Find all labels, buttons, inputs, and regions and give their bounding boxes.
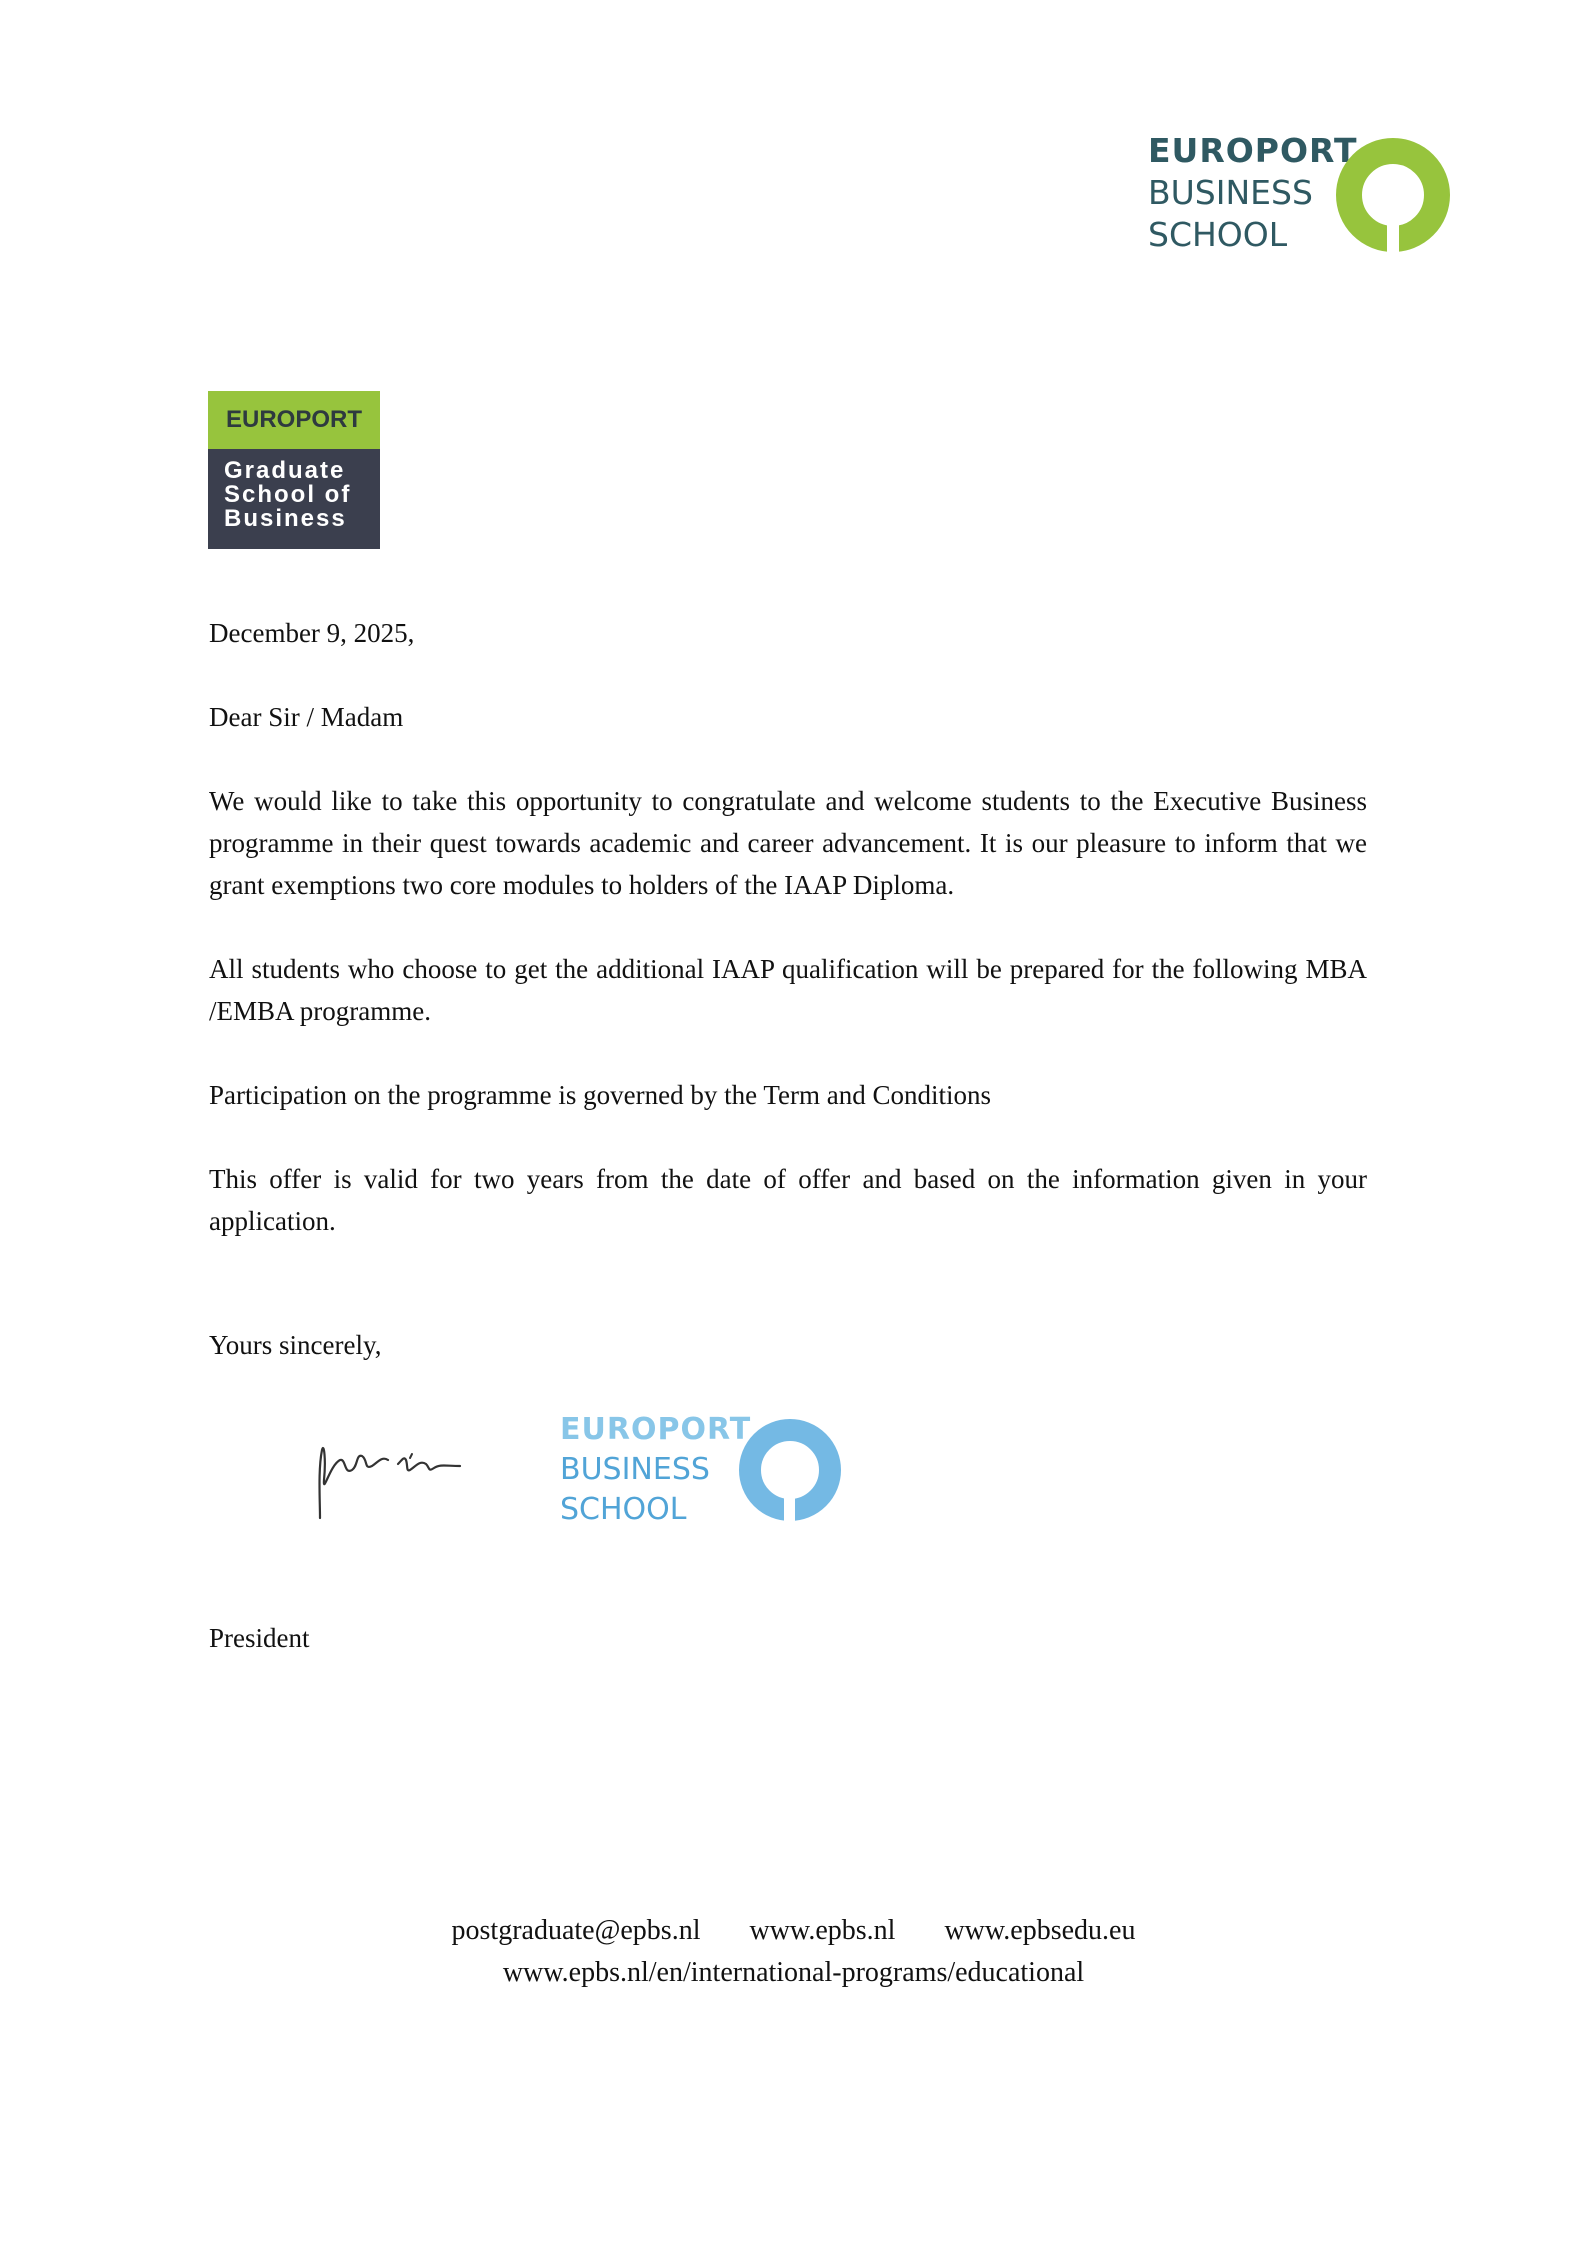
footer-line-2 [0, 1952, 1587, 1994]
footer-website-link[interactable]: www.epbsedu.eu [944, 1915, 1136, 1946]
letter-paragraph: All students who choose to get the additional IAAP qualification will be prepared for the following MBA /EMBA programme. [209, 954, 1367, 1026]
stamp-line-3: SCHOOL [560, 1492, 687, 1527]
letter-body [209, 612, 1367, 1284]
graduate-logo-top: EUROPORT [208, 391, 380, 449]
stamp-wordmark [560, 1410, 751, 1530]
stamp-line-1: EUROPORT [560, 1412, 752, 1447]
logo-line-3: SCHOOL [1148, 215, 1288, 254]
footer-line-1 [0, 1910, 1587, 1952]
graduate-school-logo [208, 391, 380, 549]
stamp-line-2: BUSINESS [560, 1452, 710, 1487]
graduate-logo-line: Business [224, 505, 347, 532]
letter-paragraph: We would like to take this opportunity to congratulate and welcome students to the Executive Business programme in their quest towards academic and career advancement. It is our pleasure to inform that we grant exemptions two core modules to holders of the IAAP Diploma. [209, 786, 1367, 900]
footer-email-link[interactable]: postgraduate@epbs.nl [451, 1915, 701, 1946]
letter-closing: Yours sincerely, [209, 1330, 382, 1360]
logo-wordmark [1148, 130, 1357, 256]
footer-website-link[interactable]: www.epbs.nl [749, 1915, 896, 1946]
letter-date: December 9, 2025, [209, 618, 415, 648]
graduate-logo-line: School of [224, 481, 352, 508]
letter-paragraph: This offer is valid for two years from the date of offer and based on the information given in your application. [209, 1164, 1367, 1236]
graduate-logo-line: Graduate [224, 457, 346, 484]
footer-program-link[interactable]: www.epbs.nl/en/international-programs/educational [502, 1957, 1085, 1988]
footer-contacts [0, 1910, 1587, 1994]
signature-icon [310, 1420, 490, 1540]
stamp-ring-icon [735, 1415, 845, 1525]
europort-business-school-logo [1148, 130, 1468, 260]
stamp-logo [560, 1410, 860, 1540]
letter-salutation: Dear Sir / Madam [209, 702, 404, 732]
signatory-title: President [209, 1623, 310, 1653]
logo-line-1: EUROPORT [1148, 131, 1358, 170]
letter-paragraph: Participation on the programme is governed by the Term and Conditions [209, 1080, 991, 1110]
ring-logo-icon [1333, 135, 1453, 255]
logo-line-2: BUSINESS [1148, 173, 1313, 212]
graduate-logo-bottom [208, 449, 380, 549]
